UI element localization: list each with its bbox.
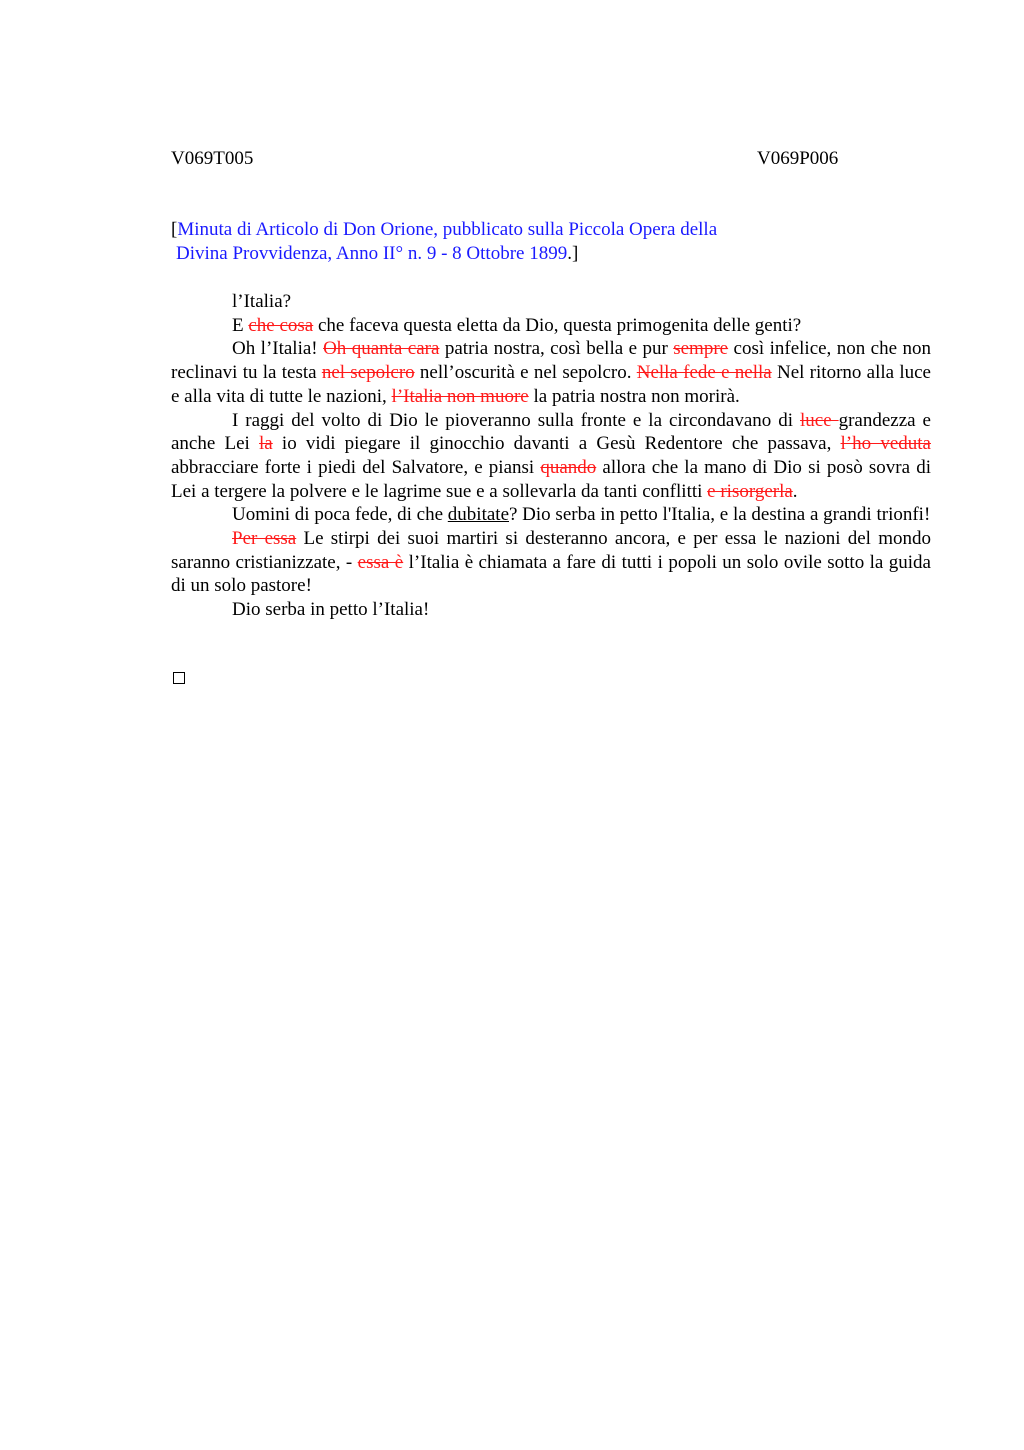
text-run: Le stirpi dei suoi martiri si desteranno ancora, e per essa le nazioni del mondo saranno cristianizzate, - [171, 528, 931, 573]
text-run: che faceva questa eletta da Dio, questa primogenita delle genti? [313, 314, 802, 336]
text-run: nell’oscurità e nel sepolcro. [414, 362, 637, 384]
text-run: allora che la mano di Dio si posò sovra di Lei a tergere la polvere e le lagrime sue e a sollevarla da tanti conflitti [171, 456, 931, 502]
paragraph-2 [171, 314, 931, 338]
paragraph-3 [171, 337, 931, 408]
deleted-text: Per essa [232, 528, 297, 550]
text-run: . [792, 480, 798, 502]
paragraph-1 [171, 290, 931, 314]
text-run: l’Italia? [232, 291, 292, 312]
underlined-text: dubitate [447, 504, 509, 526]
heading-title-line-1: Minuta di Articolo di Don Orione, pubblicato sulla Piccola Opera della [177, 219, 718, 240]
deleted-text: essa è [357, 551, 404, 573]
deleted-text: l’Italia non muore [391, 385, 529, 407]
text-run: grandezza e anche Lei [171, 409, 931, 455]
deleted-text: e risorgerla [707, 480, 793, 502]
text-run: così infelice, non che non reclinavi tu la testa [171, 338, 931, 384]
deleted-text: luce [799, 409, 839, 431]
text-run: l’Italia è chiamata a fare di tutti i popoli un solo ovile sotto la guida di un solo pastore! [171, 551, 931, 597]
document-code-left: V069T005 [171, 148, 254, 169]
paragraph-6 [171, 527, 931, 598]
heading-line-2 [171, 242, 931, 266]
deleted-text: l’ho veduta [840, 433, 931, 455]
deleted-text: nel sepolcro [321, 362, 415, 384]
heading-close-bracket: .] [567, 243, 579, 264]
deleted-text: quando [540, 456, 597, 478]
deleted-text: Nella fede e nella [636, 362, 772, 384]
heading-line-1 [171, 218, 931, 242]
paragraph-4 [171, 409, 931, 504]
page-code-right: V069P006 [757, 148, 839, 169]
heading-title-line-2: Divina Provvidenza, Anno II° n. 9 - 8 Ottobre 1899 [176, 243, 568, 264]
article-body [171, 290, 931, 622]
text-run: io vidi piegare il ginocchio davanti a Gesù Redentore che passava, [272, 433, 841, 455]
text-run: Uomini di poca fede, di che [232, 504, 448, 526]
end-of-text-box-icon [173, 672, 185, 684]
deleted-text: che cosa [248, 314, 314, 336]
deleted-text: sempre [673, 338, 729, 360]
text-run: la patria nostra non morirà. [528, 385, 740, 407]
article-heading [171, 218, 931, 266]
text-run: Oh l’Italia! [232, 338, 324, 360]
text-run: Nel ritorno alla luce e alla vita di tutte le nazioni, [171, 362, 931, 407]
text-run: patria nostra, così bella e pur [439, 338, 674, 360]
heading-open-bracket: [ [171, 219, 178, 240]
deleted-text: la [259, 433, 273, 455]
text-run: ? Dio serba in petto l'Italia, e la destina a grandi trionfi! [509, 504, 931, 526]
text-run: Dio serba in petto l’Italia! [232, 599, 430, 621]
deleted-text: Oh quanta cara [323, 338, 440, 360]
paragraph-7 [171, 598, 931, 622]
text-run: abbracciare forte i piedi del Salvatore, e piansi [171, 456, 541, 478]
text-run: E [232, 314, 249, 336]
text-run: I raggi del volto di Dio le pioveranno sulla fronte e la circondavano di [232, 409, 800, 431]
paragraph-5 [171, 503, 931, 527]
